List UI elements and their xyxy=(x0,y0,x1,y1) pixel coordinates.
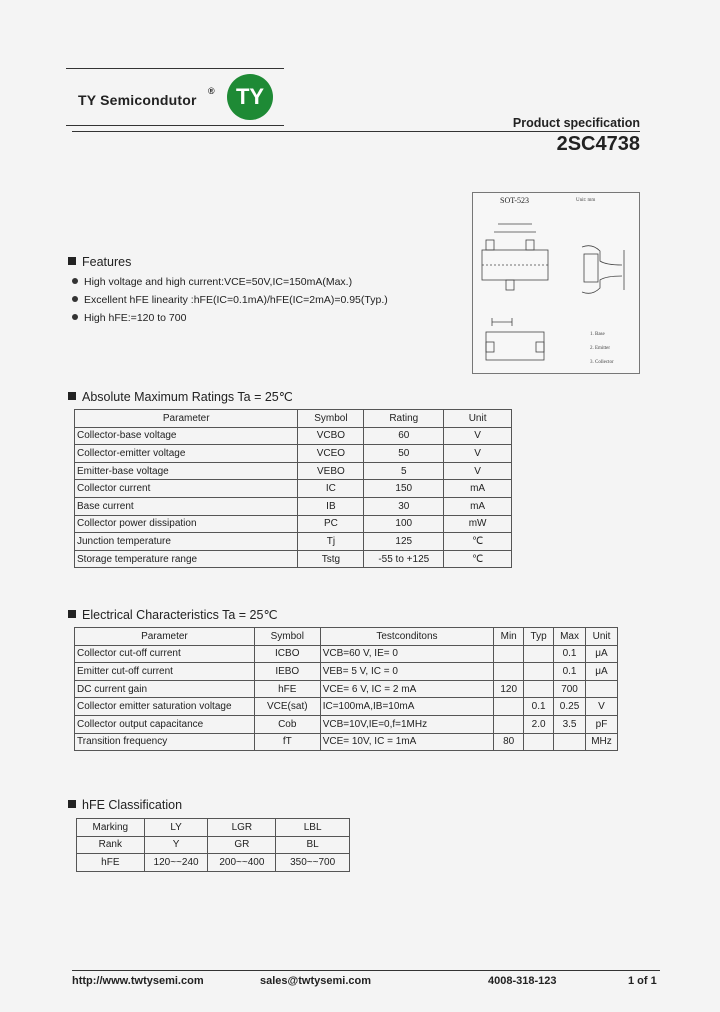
table-cell xyxy=(524,680,554,698)
col-header: Unit xyxy=(444,410,512,428)
table-cell: 0.1 xyxy=(524,698,554,716)
product-spec-label: Product specification xyxy=(512,116,640,130)
table-cell: Collector emitter saturation voltage xyxy=(75,698,255,716)
table-row xyxy=(77,854,350,872)
table-cell: Tstg xyxy=(298,550,364,568)
pin-label-3: 3. Collector xyxy=(590,360,614,365)
table-cell: Y xyxy=(144,836,208,854)
table-cell: IC=100mA,IB=10mA xyxy=(320,698,494,716)
table-cell: 120 xyxy=(494,680,524,698)
table-cell: Base current xyxy=(75,497,298,515)
table-cell: Transition frequency xyxy=(75,733,255,751)
col-header: Typ xyxy=(524,628,554,646)
table-cell: PC xyxy=(298,515,364,533)
table-cell: 30 xyxy=(364,497,444,515)
table-cell: VEBO xyxy=(298,462,364,480)
table-row xyxy=(75,515,512,533)
table-cell: IC xyxy=(298,480,364,498)
package-title: SOT-523 xyxy=(500,196,530,205)
table-row xyxy=(75,533,512,551)
package-outline-diagram xyxy=(472,192,638,372)
footer-phone: 4008-318-123 xyxy=(488,975,557,987)
table-row xyxy=(75,680,618,698)
table-cell xyxy=(524,645,554,663)
company-logo: TY xyxy=(227,74,273,120)
table-cell: VCE(sat) xyxy=(254,698,320,716)
table-cell: hFE xyxy=(254,680,320,698)
table-cell: V xyxy=(444,445,512,463)
footer-email-link[interactable]: sales@twtysemi.com xyxy=(260,975,371,987)
table-cell: 60 xyxy=(364,427,444,445)
table-cell xyxy=(494,715,524,733)
table-row xyxy=(75,462,512,480)
pin-label-1: 1. Base xyxy=(590,332,605,337)
table-row xyxy=(77,836,350,854)
table-cell: Collector output capacitance xyxy=(75,715,255,733)
footer-rule xyxy=(72,970,660,971)
table-cell: 150 xyxy=(364,480,444,498)
table-cell: VCBO xyxy=(298,427,364,445)
table-cell: MHz xyxy=(586,733,618,751)
feature-item: Excellent hFE linearity :hFE(IC=0.1mA)/hFE(IC=2mA)=0.95(Typ.) xyxy=(72,294,388,306)
table-cell: Collector-base voltage xyxy=(75,427,298,445)
table-row xyxy=(75,663,618,681)
col-header: Symbol xyxy=(298,410,364,428)
col-header: Parameter xyxy=(75,628,255,646)
col-header: Unit xyxy=(586,628,618,646)
table-cell: Tj xyxy=(298,533,364,551)
table-cell: 125 xyxy=(364,533,444,551)
table-cell: Emitter-base voltage xyxy=(75,462,298,480)
hfe-class-heading: hFE Classification xyxy=(68,798,182,812)
table-cell: 2.0 xyxy=(524,715,554,733)
table-row xyxy=(75,715,618,733)
header-top-rule xyxy=(66,68,284,69)
table-cell: Emitter cut-off current xyxy=(75,663,255,681)
table-cell: 0.25 xyxy=(554,698,586,716)
elec-char-table xyxy=(74,627,618,751)
col-header: Testconditons xyxy=(320,628,494,646)
table-cell: hFE xyxy=(77,854,145,872)
table-cell: 0.1 xyxy=(554,645,586,663)
table-cell: V xyxy=(586,698,618,716)
table-cell: Marking xyxy=(77,819,145,837)
hfe-class-table xyxy=(76,818,350,872)
table-cell: LGR xyxy=(208,819,276,837)
col-header: Rating xyxy=(364,410,444,428)
table-cell: 80 xyxy=(494,733,524,751)
table-row xyxy=(75,497,512,515)
table-cell: mA xyxy=(444,480,512,498)
table-cell: 350~~700 xyxy=(276,854,350,872)
table-cell: 3.5 xyxy=(554,715,586,733)
table-cell: ICBO xyxy=(254,645,320,663)
table-cell xyxy=(554,733,586,751)
col-header: Max xyxy=(554,628,586,646)
col-header: Symbol xyxy=(254,628,320,646)
registered-mark: ® xyxy=(208,86,215,96)
table-cell: DC current gain xyxy=(75,680,255,698)
table-cell: 0.1 xyxy=(554,663,586,681)
table-header-row xyxy=(75,410,512,428)
pin-label-2: 2. Emitter xyxy=(590,346,610,351)
table-cell: V xyxy=(444,462,512,480)
table-cell: 5 xyxy=(364,462,444,480)
table-cell: μA xyxy=(586,645,618,663)
table-cell xyxy=(494,663,524,681)
table-cell xyxy=(494,645,524,663)
table-cell: 100 xyxy=(364,515,444,533)
elec-char-heading: Electrical Characteristics Ta = 25℃ xyxy=(68,607,277,622)
col-header: Parameter xyxy=(75,410,298,428)
table-row xyxy=(75,645,618,663)
table-cell: Storage temperature range xyxy=(75,550,298,568)
table-cell: mA xyxy=(444,497,512,515)
table-cell: V xyxy=(444,427,512,445)
table-cell: BL xyxy=(276,836,350,854)
table-cell: VEB= 5 V, IC = 0 xyxy=(320,663,494,681)
table-cell: GR xyxy=(208,836,276,854)
table-cell: Collector-emitter voltage xyxy=(75,445,298,463)
features-heading: Features xyxy=(68,255,131,269)
part-number: 2SC4738 xyxy=(556,133,640,155)
footer-website-link[interactable]: http://www.twtysemi.com xyxy=(72,975,204,987)
table-cell: VCE= 10V, IC = 1mA xyxy=(320,733,494,751)
table-row xyxy=(75,733,618,751)
table-cell: LBL xyxy=(276,819,350,837)
table-cell: μA xyxy=(586,663,618,681)
table-cell: Collector power dissipation xyxy=(75,515,298,533)
table-header-row xyxy=(75,628,618,646)
table-cell: 50 xyxy=(364,445,444,463)
abs-max-table xyxy=(74,409,512,568)
col-header: Min xyxy=(494,628,524,646)
table-cell: Collector current xyxy=(75,480,298,498)
table-cell: ℃ xyxy=(444,550,512,568)
table-cell: 120~~240 xyxy=(144,854,208,872)
table-cell: Junction temperature xyxy=(75,533,298,551)
table-row xyxy=(75,427,512,445)
table-cell: 200~~400 xyxy=(208,854,276,872)
table-cell xyxy=(586,680,618,698)
table-cell: Collector cut-off current xyxy=(75,645,255,663)
feature-item: High hFE:=120 to 700 xyxy=(72,312,186,324)
table-cell: LY xyxy=(144,819,208,837)
table-cell: pF xyxy=(586,715,618,733)
footer-page-number: 1 of 1 xyxy=(628,975,657,987)
table-cell: VCEO xyxy=(298,445,364,463)
table-cell: -55 to +125 xyxy=(364,550,444,568)
table-row xyxy=(75,550,512,568)
feature-item: High voltage and high current:VCE=50V,IC=150mA(Max.) xyxy=(72,276,352,288)
title-rule xyxy=(72,131,640,132)
table-row xyxy=(75,480,512,498)
company-name: TY Semicondutor xyxy=(78,92,197,108)
table-row xyxy=(77,819,350,837)
table-cell: 700 xyxy=(554,680,586,698)
table-cell xyxy=(524,733,554,751)
table-cell xyxy=(494,698,524,716)
table-cell: fT xyxy=(254,733,320,751)
table-cell: VCB=10V,IE=0,f=1MHz xyxy=(320,715,494,733)
header-bottom-rule xyxy=(66,125,284,126)
table-row xyxy=(75,698,618,716)
table-cell: VCE= 6 V, IC = 2 mA xyxy=(320,680,494,698)
table-row xyxy=(75,445,512,463)
table-cell: mW xyxy=(444,515,512,533)
table-cell: IEBO xyxy=(254,663,320,681)
table-cell: VCB=60 V, IE= 0 xyxy=(320,645,494,663)
table-cell: ℃ xyxy=(444,533,512,551)
table-cell: Rank xyxy=(77,836,145,854)
table-cell xyxy=(524,663,554,681)
unit-label: Unit: mm xyxy=(576,198,596,203)
table-cell: IB xyxy=(298,497,364,515)
table-cell: Cob xyxy=(254,715,320,733)
abs-max-heading: Absolute Maximum Ratings Ta = 25℃ xyxy=(68,389,293,404)
